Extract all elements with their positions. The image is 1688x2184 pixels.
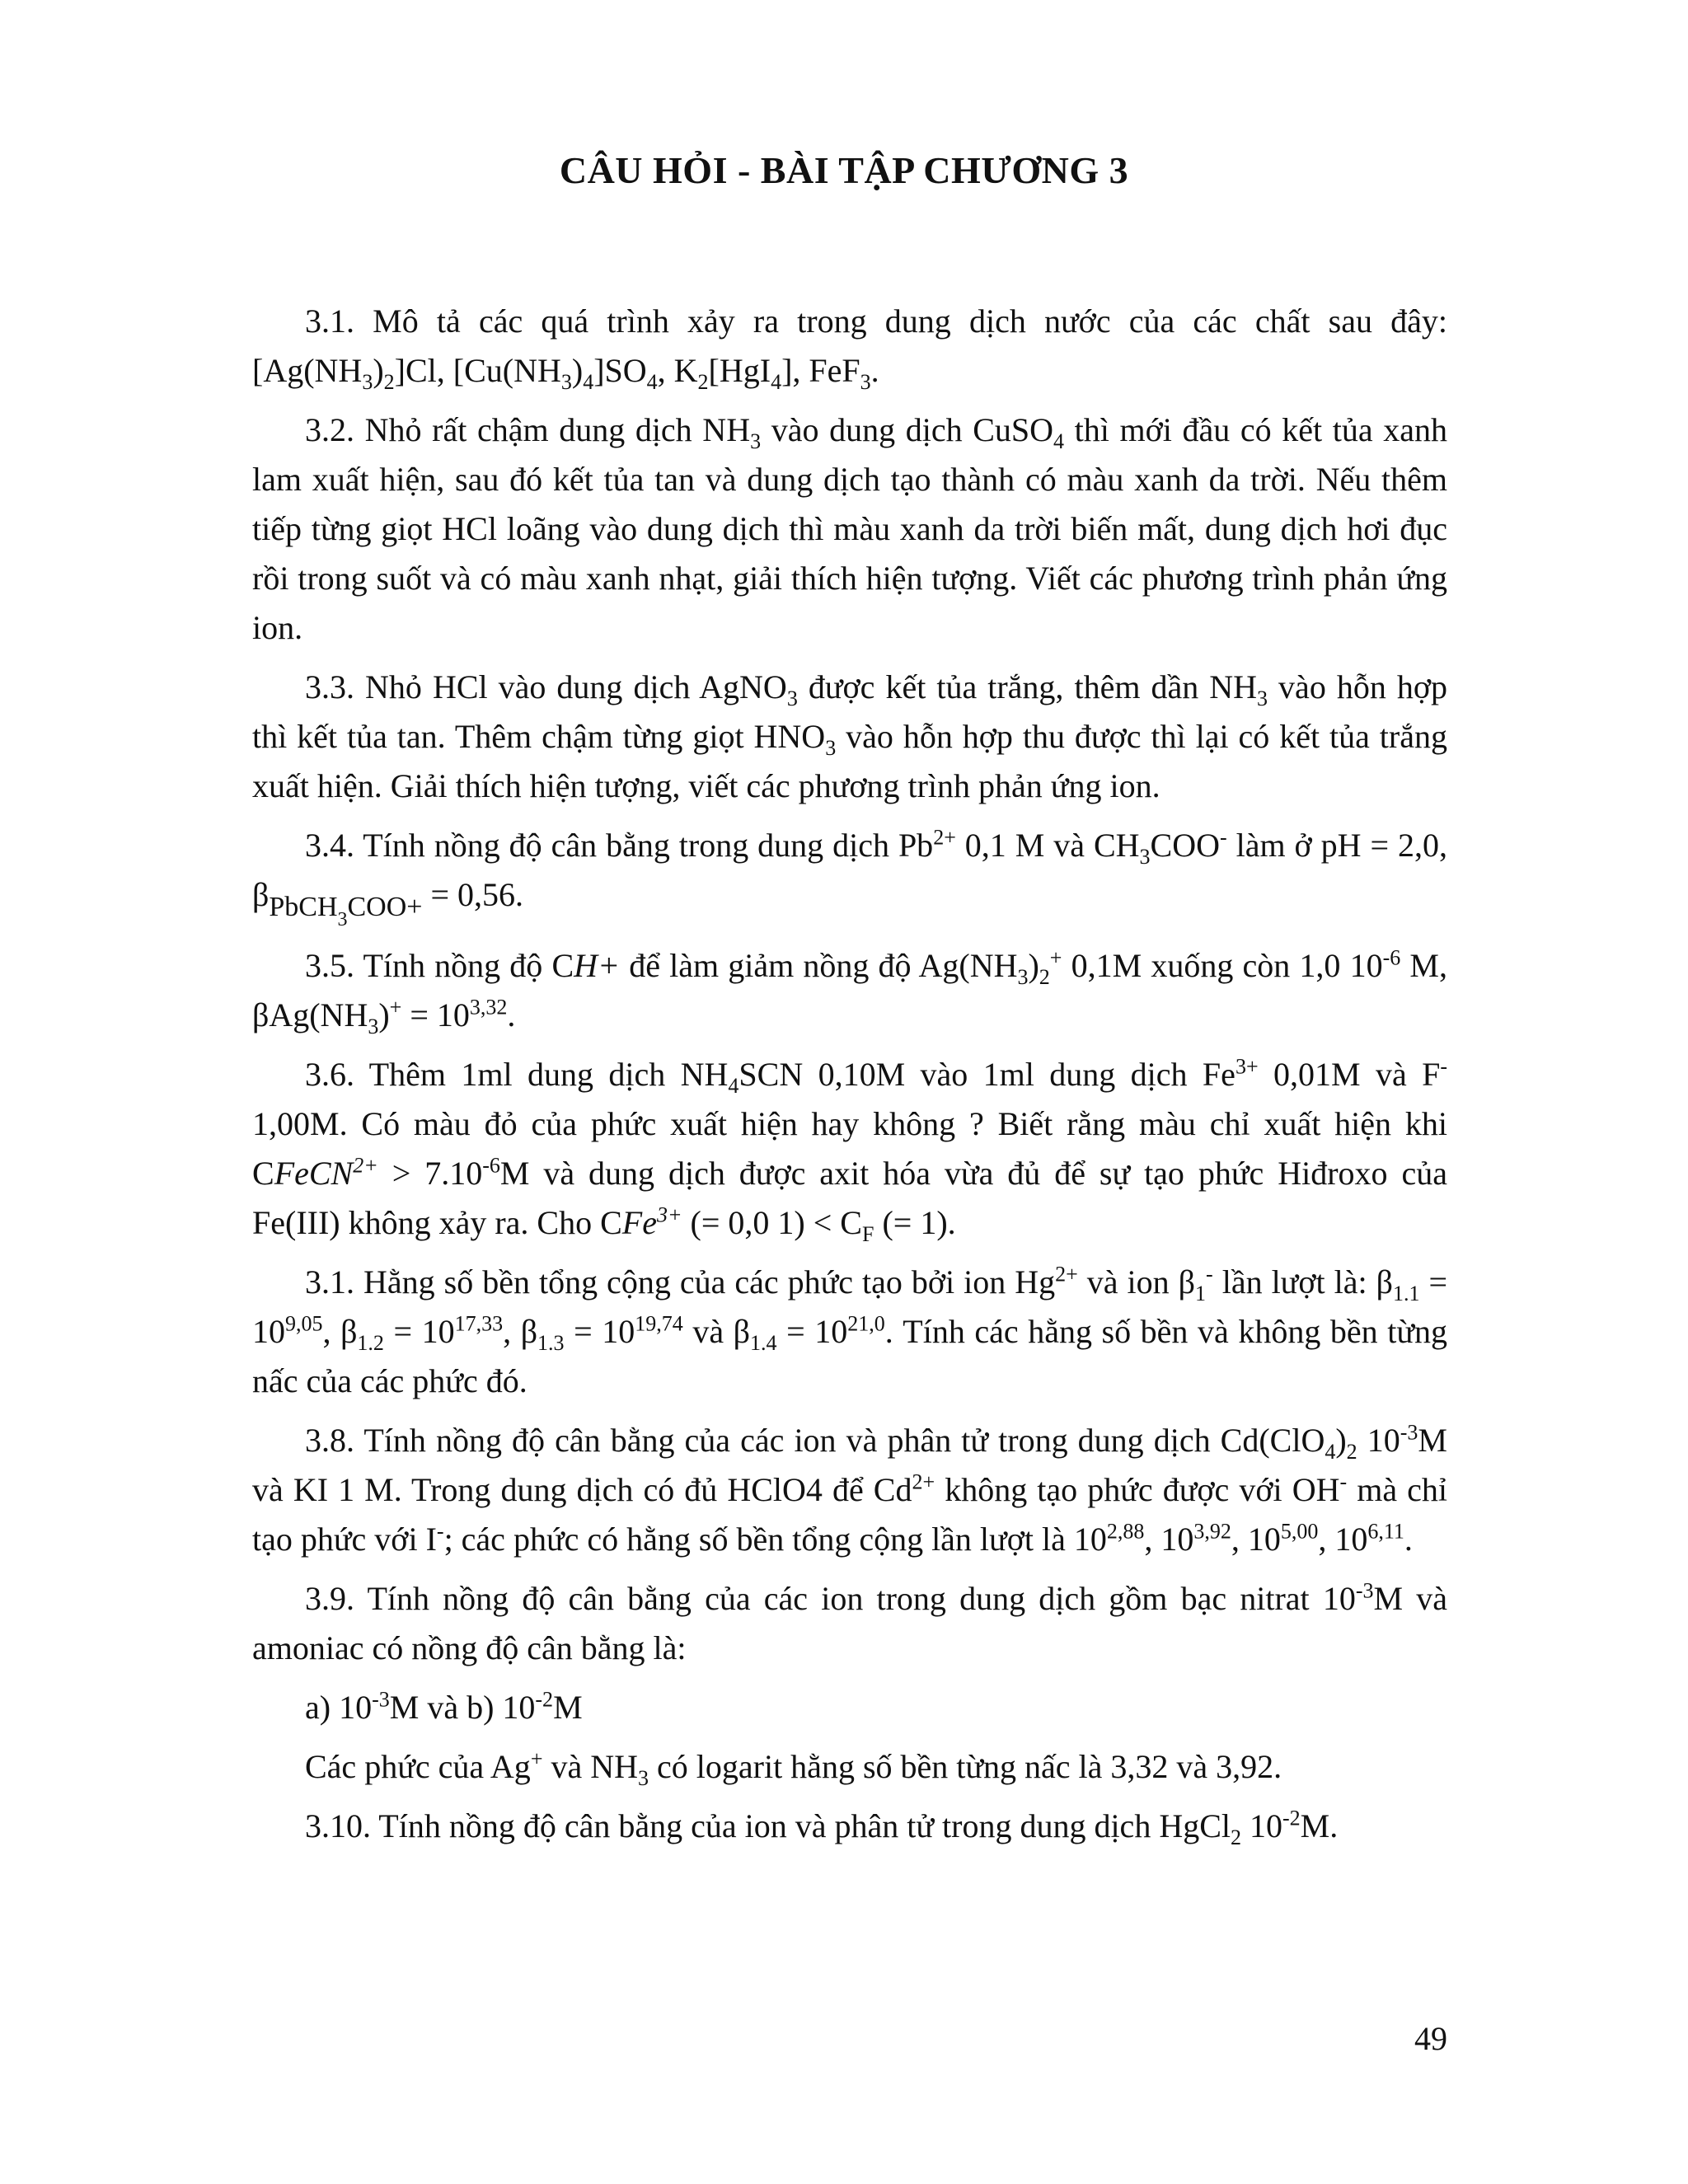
exercise-list (252, 297, 1447, 1861)
exercise-3-3: 3.3. Nhỏ HCl vào dung dịch AgNO$_3$ được kết tủa trắng, thêm dần $NH_3$ vào hỗn hợp thì kết tủa tan. Thêm chậm từng giọt $HNO_3$ vào hỗn hợp thu được thì lại có kết tủa trắng xuất hiện. Giải thích hiện tượng, viết các phương trình phản ứng ion. (252, 668, 1448, 804)
exercise-3-9-cases: a) $10^{-3}M$ và b) $10^{-2}M$ (305, 1687, 583, 1726)
exercise-3-6: 3.6. Thêm 1ml dung dịch $NH_4SCN$ 0,10M vào 1ml dung dịch $Fe^{3+}$ 0,01M và F- 1,00M. Có màu đỏ của phức xuất hiện hay không ? Biết rằng màu chỉ xuất hiện khi CFeCN$^{2+}$ > $7.10^{-6}M$ và dung dịch được axit hóa vừa đủ để sự tạo phức Hiđroxo của Fe(III) không xảy ra. Cho CFe$^{3+}$ (= 0,0 $1) < C_F$ (= 1). (252, 1054, 1448, 1246)
exercise-3-1: 3.1. Mô tả các quá trình xảy ra trong dung dịch nước của các chất sau đây: $[Ag(NH_3)_2]Cl$, $[Cu(NH_3)_4]SO_4$, $K_2[HgI_4]$, FeF$_3$. (252, 302, 1447, 394)
exercise-3-9: 3.9. Tính nồng độ cân bằng của các ion trong dung dịch gồm bạc nitrat $10^{-3}M$ và amoniac có nồng độ cân bằng là: (252, 1578, 1448, 1666)
exercise-3-9-note: Các phức của Ag+ và $NH_3$ có logarit hằng số bền từng nấc là 3,32 và 3,92. (305, 1746, 1282, 1790)
exercise-3-7: 3.1. Hằng số bền tổng cộng của các phức tạo bởi ion $Hg^{2+}$ và ion $\beta_1^-$ lần lượt là: $\beta_{1.1} = 10^{9,05}$, $\beta_{1.2} = 10^{17,33}$, $\beta_{1.3} = 10^{19,74}$ và $\beta_{1.4} = 10^{21,0}$. Tính các hằng số bền và không bền từng nấc của các phức đó. (252, 1262, 1448, 1399)
exercise-3-4: 3.4. Tính nồng độ cân bằng trong dung dịch $Pb^{2+}$ 0,1 M và $CH_3COO^-$ làm ở pH = 2,0, $\beta_{PbCH_3COO+} = 0,56$. (252, 825, 1447, 930)
page-number: 49 (1414, 2020, 1447, 2057)
exercise-3-8: 3.8. Tính nồng độ cân bằng của các ion và phân tử trong dung dịch $Cd(ClO_4)_2$ $10^{-3}M$ và KI 1 M. Trong dung dịch có đủ HClO4 để $Cd^{2+}$ không tạo phức được với OH- mà chỉ tạo phức với I-; các phức có hằng số bền tổng cộng lần lượt là 10$^{2,88}$, 10$^{3,92}$, 10$^{5,00}$, 10$^{6,11}$. (252, 1420, 1448, 1558)
page-title: CÂU HỎI - BÀI TẬP CHƯƠNG 3 (559, 149, 1129, 191)
exercise-3-10: 3.10. Tính nồng độ cân bằng của ion và phân tử trong dung dịch HgCl$_2$ $10^{-2}M$. (305, 1806, 1339, 1849)
exercise-3-5: 3.5. Tính nồng độ CH+ để làm giảm nồng độ $Ag(NH_3)_2^+$ 0,1M xuống còn 1,0 $10^{-6}$ M, $\beta Ag(NH_3)^+ = 10^{3,32}$. (252, 945, 1447, 1038)
exercise-3-2: 3.2. Nhỏ rất chậm dung dịch $NH_3$ vào dung dịch CuSO$_4$ thì mới đầu có kết tủa xanh lam xuất hiện, sau đó kết tủa tan và dung dịch tạo thành có màu xanh da trời. Nếu thêm tiếp từng giọt HCl loãng vào dung dịch thì màu xanh da trời biến mất, dung dịch hơi đục rồi trong suốt và có màu xanh nhạt, giải thích hiện tượng. Viết các phương trình phản ứng ion. (252, 411, 1448, 646)
